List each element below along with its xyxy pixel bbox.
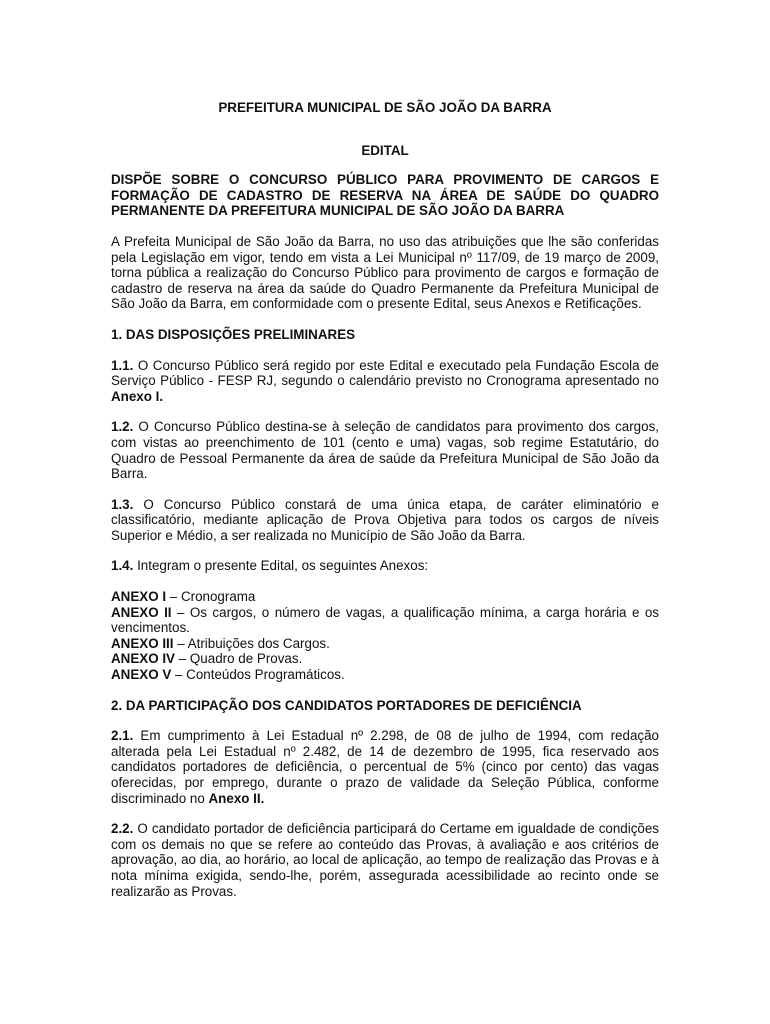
paragraph-1-3	[111, 497, 659, 544]
annex-reference: Anexo II.	[208, 790, 265, 806]
annex-label: ANEXO I	[111, 589, 167, 605]
annex-description: – Quadro de Provas.	[175, 651, 303, 667]
annex-item	[111, 651, 659, 667]
paragraph-text: O candidato portador de deficiência participará do Certame em igualdade de condições com os demais no que se refere ao conteúdo das Provas, à avaliação e aos critérios de aprovação, ao dia, ao horário, ao local de aplicação, ao tempo de realização das Provas e à nota mínima exigida, sendo-lhe, porém, assegurada acessibilidade ao recinto onde se realizarão as Provas.	[111, 821, 659, 899]
annex-label: ANEXO III	[111, 635, 174, 651]
annex-item	[111, 636, 659, 652]
intro-paragraph: A Prefeita Municipal de São João da Barra, no uso das atribuições que lhe são conferidas pela Legislação em vigor, tendo em vista a Lei Municipal nº 117/09, de 19 março de 2009, torna pública a realização do Concurso Público para provimento de cargos e formação de cadastro de reserva na área da saúde do Quadro Permanente da Prefeitura Municipal de São João da Barra, em conformidade com o presente Edital, seus Anexos e Retificações.	[111, 233, 659, 312]
document-title: PREFEITURA MUNICIPAL DE SÃO JOÃO DA BARRA	[218, 100, 552, 115]
section-2-title: 2. DA PARTICIPAÇÃO DOS CANDIDATOS PORTADORES DE DEFICIÊNCIA	[111, 697, 582, 713]
paragraph-text: O Concurso Público destina-se à seleção de candidatos para provimento dos cargos, com vistas ao preenchimento de 101 (cento e uma) vagas, sob regime Estatutário, do Quadro de Pessoal Permanente da área de saúde da Prefeitura Municipal de São João da Barra.	[111, 419, 659, 482]
paragraph-number: 2.1.	[111, 728, 134, 744]
annex-item	[111, 667, 659, 683]
annex-item	[111, 605, 659, 636]
edital-subject: DISPÕE SOBRE O CONCURSO PÚBLICO PARA PROVIMENTO DE CARGOS E FORMAÇÃO DE CADASTRO DE RESERVA NA ÁREA DE SAÚDE DO QUADRO PERMANENTE DA PREFEITURA MUNICIPAL DE SÃO JOÃO DA BARRA	[111, 172, 659, 219]
paragraph-2-2	[111, 821, 659, 899]
paragraph-text: O Concurso Público constará de uma única etapa, de caráter eliminatório e classificatório, mediante aplicação de Prova Objetiva para todos os cargos de níveis Superior e Médio, a ser realizada no Município de São João da Barra.	[111, 496, 659, 543]
annex-list	[111, 589, 659, 683]
annex-description: – Conteúdos Programáticos.	[171, 667, 345, 683]
annex-item	[111, 589, 659, 605]
paragraph-number: 1.2.	[111, 419, 134, 435]
annex-description: – Cronograma	[166, 589, 256, 605]
paragraph-number: 2.2.	[111, 821, 134, 837]
paragraph-text: Em cumprimento à Lei Estadual nº 2.298, de 08 de julho de 1994, com redação alterada pela Lei Estadual nº 2.482, de 14 de dezembro de 1995, fica reservado aos candidatos portadores de deficiência, o percentual de 5% (cinco por cento) das vagas oferecidas, por emprego, durante o prazo de validade da Seleção Pública, conforme discriminado no	[111, 728, 659, 806]
paragraph-text: O Concurso Público será regido por este Edital e executado pela Fundação Escola de Serviço Público - FESP RJ, segundo o calendário previsto no Cronograma apresentado no	[111, 357, 659, 389]
paragraph-text: Integram o presente Edital, os seguintes Anexos:	[133, 558, 429, 574]
annex-label: ANEXO II	[111, 604, 172, 620]
paragraph-number: 1.4.	[111, 558, 134, 574]
paragraph-1-4	[111, 558, 659, 574]
paragraph-number: 1.3.	[111, 496, 134, 512]
annex-label: ANEXO IV	[111, 651, 175, 667]
annex-reference: Anexo I.	[111, 388, 164, 404]
paragraph-1-2	[111, 419, 659, 481]
annex-description: – Atribuições dos Cargos.	[173, 635, 330, 651]
paragraph-1-1	[111, 358, 659, 405]
paragraph-number: 1.1.	[111, 357, 134, 373]
edital-heading: EDITAL	[361, 142, 409, 158]
paragraph-2-1	[111, 728, 659, 806]
annex-label: ANEXO V	[111, 667, 172, 683]
section-1-title: 1. DAS DISPOSIÇÕES PRELIMINARES	[111, 326, 356, 342]
annex-description: – Os cargos, o número de vagas, a qualificação mínima, a carga horária e os vencimentos.	[111, 604, 659, 636]
